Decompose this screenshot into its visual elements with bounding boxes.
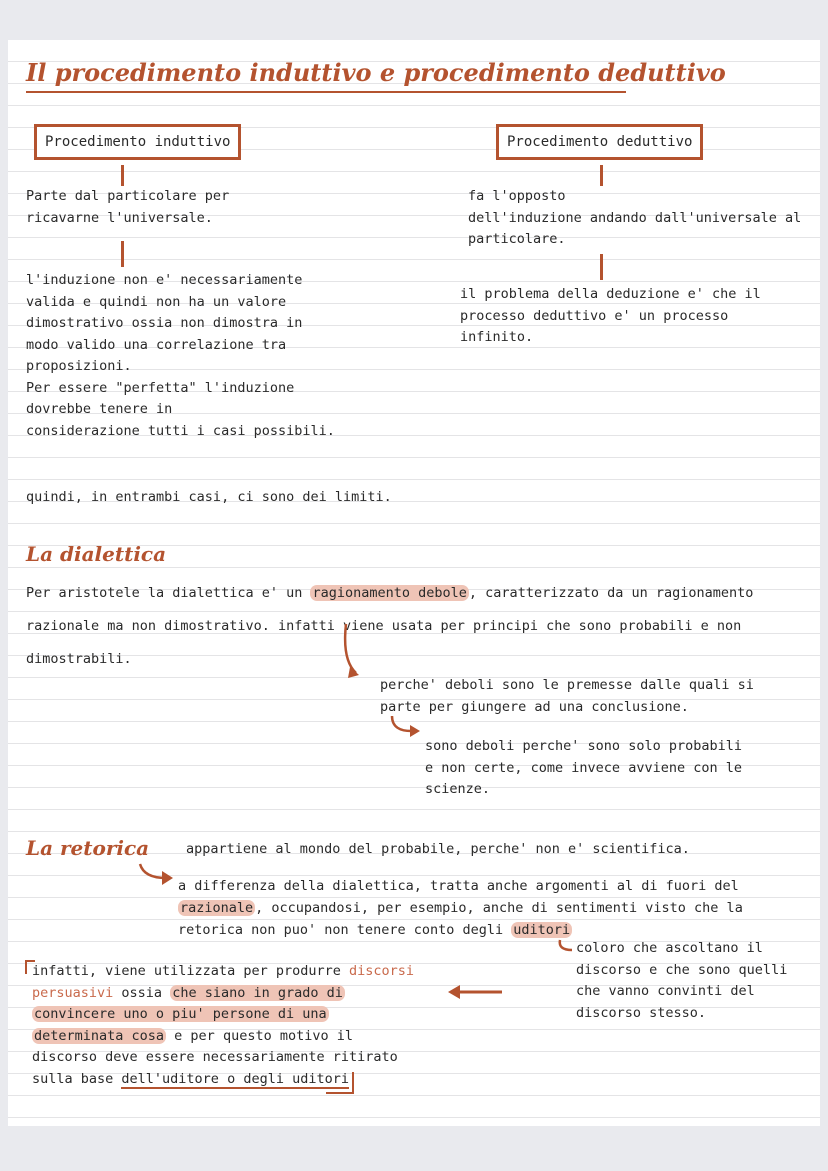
induttivo-text-2: l'induzione non e' necessariamente valida e quindi non ha un valore dimostrativo ossia non dimostra in modo valido una correlazione tra proposizioni. Per essere "perfetta" l'induzione dovrebbe tenere in considerazione tutti i casi possibili. <box>26 272 335 439</box>
dialettica-note-1: perche' deboli sono le premesse dalle quali si parte per giungere ad una conclusione. <box>380 677 754 715</box>
uditori-definition: coloro che ascoltano il discorso e che sono quelli che vanno convinti del discorso stesso. <box>576 940 788 1021</box>
connector-line <box>600 165 603 186</box>
induttivo-box: Procedimento induttivo <box>34 124 241 160</box>
title-underline <box>26 91 626 93</box>
dialettica-line-2: razionale ma non dimostrativo. infatti viene usata per principi che sono probabili e non <box>26 618 742 634</box>
connector-line <box>121 165 124 186</box>
dialettica-line-3: dimostrabili. <box>26 651 132 667</box>
highlight-razionale: razionale <box>180 900 254 916</box>
retorica-heading: La retorica <box>26 836 150 860</box>
retorica-desc-1: a differenza della dialettica, tratta anche argomenti al di fuori del <box>178 878 739 894</box>
curved-arrow <box>328 620 368 680</box>
retorica-intro: appartiene al mondo del probabile, perche' non e' scientifica. <box>186 841 690 857</box>
dialettica-note-2: sono deboli perche' sono solo probabili e non certe, come invece avviene con le scienze. <box>425 738 742 797</box>
notes-page <box>8 40 820 1126</box>
bracket-right <box>326 1072 354 1094</box>
deduttivo-text-2: il problema della deduzione e' che il processo deduttivo e' un processo infinito. <box>460 286 761 345</box>
dialettica-line-1: Per aristotele la dialettica e' un ragionamento debole , caratterizzato da un ragionamento <box>26 585 754 601</box>
conclusione-text: quindi, in entrambi casi, ci sono dei limiti. <box>26 489 392 505</box>
connector-line <box>121 241 124 267</box>
page-title: Il procedimento induttivo e procedimento deduttivo <box>26 58 726 87</box>
induttivo-text-1: Parte dal particolare per ricavarne l'universale. <box>26 188 230 226</box>
deduttivo-text-1: fa l'opposto dell'induzione andando dall'universale al particolare. <box>468 188 802 247</box>
deduttivo-box: Procedimento deduttivo <box>496 124 703 160</box>
highlight-ragionamento-debole: ragionamento debole <box>312 585 467 601</box>
curved-arrow <box>136 860 180 890</box>
highlight-uditori: uditori <box>513 922 571 938</box>
connector-line <box>600 254 603 280</box>
curved-arrow <box>386 714 426 744</box>
dialettica-heading: La dialettica <box>26 542 167 566</box>
retorica-block: infatti, viene utilizzata per produrre discorsi persuasivi ossia che siano in grado di convincere uno o piu' persone di una determinata cosa e per questo motivo il discorso deve essere necessariamente ritirato sulla base dell'uditore o degli uditori. <box>32 963 415 1087</box>
retorica-desc-2: razionale , occupandosi, per esempio, anche di sentimenti visto che la <box>180 900 743 916</box>
left-arrow <box>446 984 506 1000</box>
retorica-desc-3: retorica non puo' non tenere conto degli uditori <box>178 922 571 938</box>
